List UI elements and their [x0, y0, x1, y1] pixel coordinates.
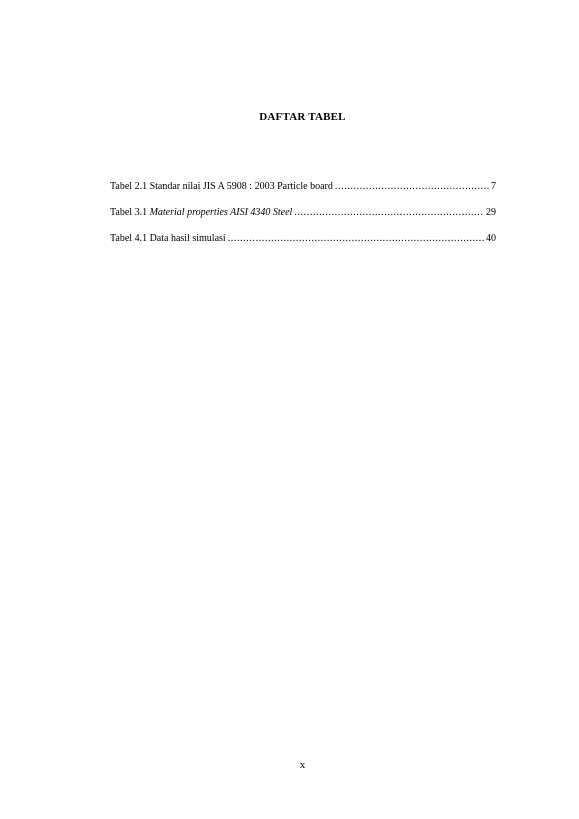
toc-entry-page: 40: [486, 233, 496, 244]
toc-entry-prefix: Tabel 2.1: [110, 181, 150, 192]
toc-entry-italic-text: Material properties AISI 4340 Steel: [149, 207, 293, 218]
toc-entry-text: Standar nilai JIS A 5908 : 2003 Particle board: [149, 181, 333, 192]
page-title: DAFTAR TABEL: [259, 111, 346, 123]
toc-entry[interactable]: [110, 181, 496, 193]
toc-entry-page: 7: [491, 181, 496, 192]
toc-entry[interactable]: [110, 233, 496, 245]
toc-entry-prefix: Tabel 4.1: [110, 233, 150, 244]
toc-entry-label: [110, 181, 333, 193]
toc-entry-text: Data hasil simulasi: [149, 233, 226, 244]
toc-entry-label: [110, 233, 226, 245]
toc-entry-prefix: Tabel 3.1: [110, 207, 150, 218]
toc-entry-page: 29: [486, 207, 496, 218]
toc-entry[interactable]: [110, 207, 496, 219]
dot-leader: [294, 207, 484, 219]
dot-leader: [228, 233, 484, 245]
table-of-contents-list: [110, 181, 496, 259]
page-number: x: [299, 759, 306, 771]
toc-entry-label: [110, 207, 292, 219]
dot-leader: [335, 181, 489, 193]
